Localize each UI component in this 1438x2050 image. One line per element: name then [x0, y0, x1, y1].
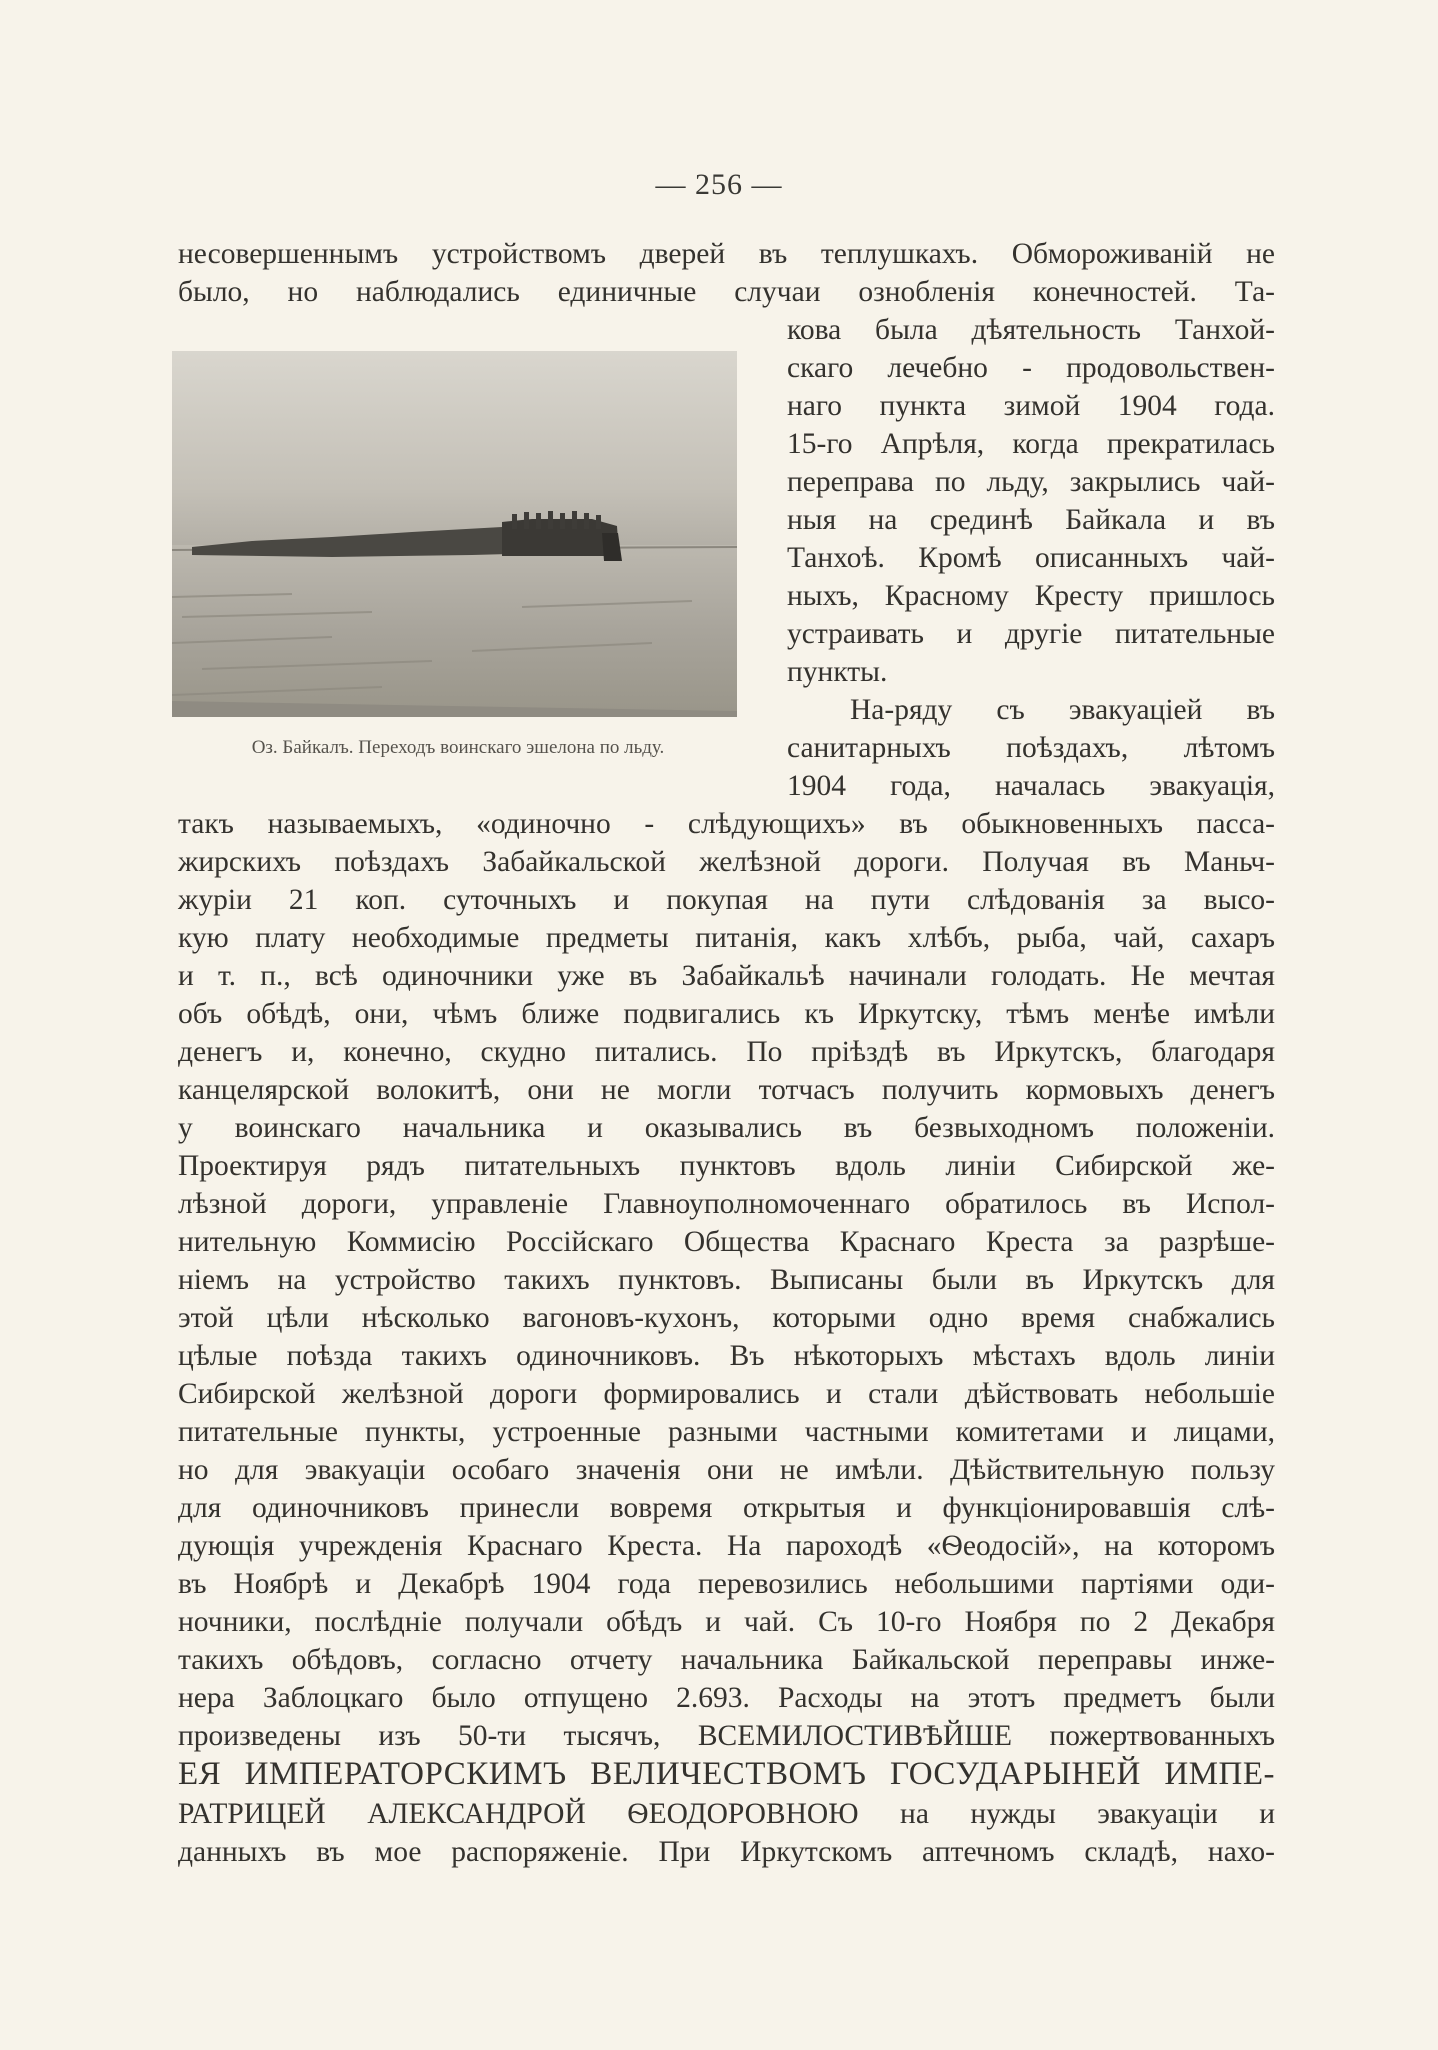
- text-line: пункты.: [787, 656, 888, 688]
- text-line: На-ряду съ эвакуаціей въ: [850, 694, 1275, 726]
- text-line: нительную Коммисію Россійскаго Общества Краснаго Креста за разрѣше-: [178, 1226, 1275, 1258]
- text-line: несовершеннымъ устройствомъ дверей въ теплушкахъ. Обмороживаній не: [178, 238, 1275, 270]
- text-line: въ Ноябрѣ и Декабрѣ 1904 года перевозились небольшими партіями оди-: [178, 1568, 1275, 1600]
- text-line: Танхоѣ. Кромѣ описанныхъ чай-: [787, 542, 1275, 574]
- text-line: но для эвакуаціи особаго значенія они не имѣли. Дѣйствительную пользу: [178, 1454, 1275, 1486]
- text-line: данныхъ въ мое распоряженіе. При Иркутскомъ аптечномъ складѣ, нахо-: [178, 1836, 1275, 1868]
- text-line: кова была дѣятельность Танхой-: [787, 314, 1275, 346]
- text-line: у воинскаго начальника и оказывались въ безвыходномъ положеніи.: [178, 1112, 1275, 1144]
- text-line: цѣлые поѣзда такихъ одиночниковъ. Въ нѣкоторыхъ мѣстахъ вдоль линіи: [178, 1340, 1275, 1372]
- lake-baikal-photo: [172, 351, 737, 717]
- text-line: такихъ обѣдовъ, согласно отчету начальника Байкальской переправы инже-: [178, 1644, 1275, 1676]
- text-line: нера Заблоцкаго было отпущено 2.693. Расходы на этотъ предметъ были: [178, 1682, 1275, 1714]
- text-line: ныхъ, Красному Кресту пришлось: [787, 580, 1275, 612]
- text-line: произведены изъ 50-ти тысячъ, ВСЕМИЛОСТИВѢЙШЕ пожертвованныхъ: [178, 1720, 1275, 1752]
- text-line: и т. п., всѣ одиночники уже въ Забайкальѣ начинали голодать. Не мечтая: [178, 960, 1275, 992]
- text-line: кую плату необходимые предметы питанія, какъ хлѣбъ, рыба, чай, сахаръ: [178, 922, 1275, 954]
- text-line: канцелярской волокитѣ, они не могли тотчасъ получить кормовыхъ денегъ: [178, 1074, 1275, 1106]
- text-line: такъ называемыхъ, «одиночно - слѣдующихъ» въ обыкновенныхъ пасса-: [178, 808, 1275, 840]
- text-line: было, но наблюдались единичные случаи озноблeнія конечностей. Та-: [178, 276, 1275, 308]
- text-line: питательные пункты, устроенные разными частными комитетами и лицами,: [178, 1416, 1275, 1448]
- text-line: 1904 года, началась эвакуація,: [787, 770, 1275, 802]
- text-line: 15-го Апрѣля, когда прекратилась: [787, 428, 1275, 460]
- text-line: ныя на срединѣ Байкала и въ: [787, 504, 1275, 536]
- text-line: скаго лечебно - продовольствен-: [787, 352, 1275, 384]
- text-line: Проектируя рядъ питательныхъ пунктовъ вдоль линіи Сибирской же-: [178, 1150, 1275, 1182]
- text-line: устраивать и другіе питательные: [787, 618, 1275, 650]
- text-line: ніемъ на устройство такихъ пунктовъ. Выписаны были въ Иркутскъ для: [178, 1264, 1275, 1296]
- text-line: для одиночниковъ принесли вовремя открытыя и функціонировавшія слѣ-: [178, 1492, 1275, 1524]
- photo-caption: Оз. Байкалъ. Переходъ воинскаго эшелона по льду.: [251, 737, 665, 758]
- text-line: денегъ и, конечно, скудно питались. По пріѣздѣ въ Иркутскъ, благодаря: [178, 1036, 1275, 1068]
- text-line: РАТРИЦЕЙ АЛЕКСАНДРОЙ ѲЕОДОРОВНОЮ на нужды эвакуаціи и: [178, 1798, 1275, 1830]
- text-line: журіи 21 коп. суточныхъ и покупая на пути слѣдованія за высо-: [178, 884, 1275, 916]
- text-line: этой цѣли нѣсколько вагоновъ-кухонъ, которыми одно время снабжались: [178, 1302, 1275, 1334]
- text-line: Сибирской желѣзной дороги формировались и стали дѣйствовать небольшіе: [178, 1378, 1275, 1410]
- text-line: лѣзной дороги, управленіе Главноуполномоченнаго обратилось въ Испол-: [178, 1188, 1275, 1220]
- text-line: переправа по льду, закрылись чай-: [787, 466, 1275, 498]
- text-line: жирскихъ поѣздахъ Забайкальской желѣзной дороги. Получая въ Маньч-: [178, 846, 1275, 878]
- text-line: ЕЯ ИМПЕРАТОРСКИМЪ ВЕЛИЧЕСТВОМЪ ГОСУДАРЫНЕЙ ИМПЕ-: [178, 1756, 1275, 1792]
- text-line: наго пункта зимой 1904 года.: [787, 390, 1275, 422]
- text-line: ночники, послѣдніе получали обѣдъ и чай. Съ 10-го Ноября по 2 Декабря: [178, 1606, 1275, 1638]
- text-line: дующія учрежденія Краснаго Креста. На пароходѣ «Ѳеодосій», на которомъ: [178, 1530, 1275, 1562]
- page-number: — 256 —: [655, 168, 783, 201]
- text-line: объ обѣдѣ, они, чѣмъ ближе подвигались къ Иркутску, тѣмъ менѣе имѣли: [178, 998, 1275, 1030]
- text-line: санитарныхъ поѣздахъ, лѣтомъ: [787, 732, 1275, 764]
